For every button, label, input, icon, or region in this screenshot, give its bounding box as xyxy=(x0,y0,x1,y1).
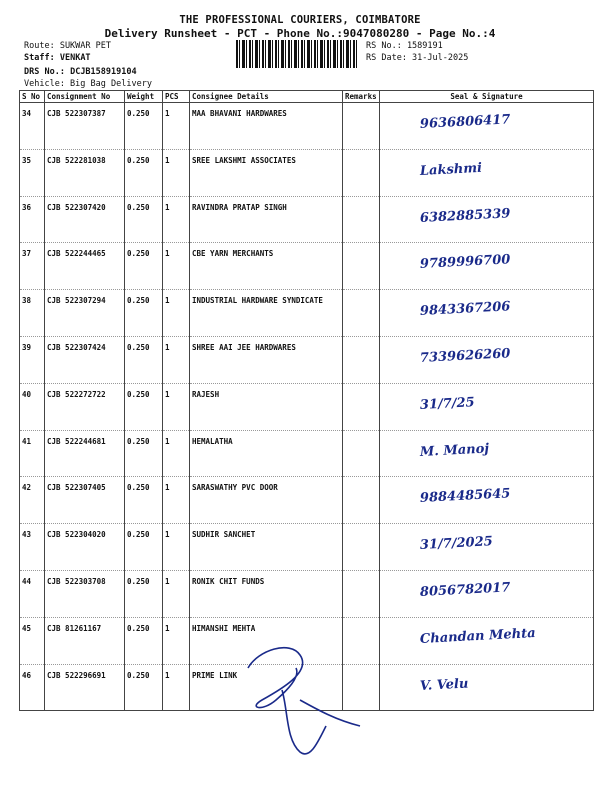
route-info: Route: SUKWAR PET xyxy=(24,41,111,51)
rs-number: RS No.: 1589191 xyxy=(366,41,443,51)
signature-scribble xyxy=(248,648,360,754)
consignee-cell: RAJESH xyxy=(190,383,343,430)
pcs-cell: 1 xyxy=(163,290,190,337)
consignee-cell: MAA BHAVANI HARDWARES xyxy=(190,103,343,150)
runsheet-title: Delivery Runsheet - PCT - Phone No.:9047080280 - Page No.:4 xyxy=(104,27,496,40)
pcs-cell: 1 xyxy=(163,243,190,290)
consignment-cell: CJB 522307387 xyxy=(45,103,125,150)
col-remarks-header: Remarks xyxy=(343,91,380,103)
drs-value: DCJB158919104 xyxy=(70,67,137,77)
pcs-cell: 1 xyxy=(163,196,190,243)
sno-cell: 38 xyxy=(20,290,45,337)
consignment-cell: CJB 522307420 xyxy=(45,196,125,243)
weight-cell: 0.250 xyxy=(125,570,163,617)
consignment-cell: CJB 522281038 xyxy=(45,149,125,196)
consignment-cell: CJB 522272722 xyxy=(45,383,125,430)
weight-cell: 0.250 xyxy=(125,664,163,711)
handwritten-signature: 7339626260 xyxy=(419,346,511,366)
pcs-cell: 1 xyxy=(163,617,190,664)
pcs-cell: 1 xyxy=(163,430,190,477)
handwritten-signature: 8056782017 xyxy=(419,580,511,600)
handwritten-signature: Chandan Mehta xyxy=(419,625,536,647)
consignment-cell: CJB 522304020 xyxy=(45,524,125,571)
col-pcs-header: PCS xyxy=(163,91,190,103)
pcs-cell: 1 xyxy=(163,477,190,524)
staff-label: Staff: xyxy=(24,53,55,63)
rs-date: RS Date: 31-Jul-2025 xyxy=(366,53,469,63)
consignment-cell: CJB 522303708 xyxy=(45,570,125,617)
sno-cell: 39 xyxy=(20,336,45,383)
handwritten-signature: V. Velu xyxy=(419,676,469,694)
sno-cell: 45 xyxy=(20,617,45,664)
consignee-cell: SUDHIR SANCHET xyxy=(190,524,343,571)
handwritten-signature: 31/7/2025 xyxy=(419,534,494,554)
consignment-cell: CJB 522307424 xyxy=(45,336,125,383)
consignee-cell: SHREE AAI JEE HARDWARES xyxy=(190,336,343,383)
handwritten-signature: 9843367206 xyxy=(419,299,511,320)
sno-cell: 36 xyxy=(20,196,45,243)
consignee-cell: HIMANSHI MEHTA xyxy=(190,617,343,664)
handwritten-signature: 9789996700 xyxy=(419,252,511,273)
consignee-cell: RAVINDRA PRATAP SINGH xyxy=(190,196,343,243)
consignment-cell: CJB 522296691 xyxy=(45,664,125,711)
sno-cell: 43 xyxy=(20,524,45,571)
sno-cell: 44 xyxy=(20,570,45,617)
consignee-cell: SARASWATHY PVC DOOR xyxy=(190,477,343,524)
pcs-cell: 1 xyxy=(163,336,190,383)
sno-cell: 41 xyxy=(20,430,45,477)
weight-cell: 0.250 xyxy=(125,243,163,290)
consignee-cell: INDUSTRIAL HARDWARE SYNDICATE xyxy=(190,290,343,337)
vehicle-info: Vehicle: Big Bag Delivery xyxy=(24,79,152,89)
handwritten-signature: 9884485645 xyxy=(419,486,511,507)
weight-cell: 0.250 xyxy=(125,524,163,571)
consignment-cell: CJB 522307294 xyxy=(45,290,125,337)
col-weight-header: Weight xyxy=(125,91,163,103)
handwritten-signature: 31/7/25 xyxy=(419,394,476,413)
weight-cell: 0.250 xyxy=(125,103,163,150)
sno-cell: 46 xyxy=(20,664,45,711)
handwritten-signature: M. Manoj xyxy=(419,440,490,460)
consignee-cell: PRIME LINK xyxy=(190,664,343,711)
pcs-cell: 1 xyxy=(163,664,190,711)
weight-cell: 0.250 xyxy=(125,477,163,524)
sno-cell: 40 xyxy=(20,383,45,430)
sno-cell: 37 xyxy=(20,243,45,290)
pcs-cell: 1 xyxy=(163,149,190,196)
pcs-cell: 1 xyxy=(163,103,190,150)
weight-cell: 0.250 xyxy=(125,336,163,383)
consignee-cell: SREE LAKSHMI ASSOCIATES xyxy=(190,149,343,196)
pcs-cell: 1 xyxy=(163,383,190,430)
col-sno-header: S No xyxy=(20,91,45,103)
sno-cell: 34 xyxy=(20,103,45,150)
consignment-cell: CJB 522244465 xyxy=(45,243,125,290)
drs-label: DRS No.: xyxy=(24,67,65,77)
pcs-cell: 1 xyxy=(163,524,190,571)
staff-value: VENKAT xyxy=(59,53,91,63)
consignment-cell: CJB 81261167 xyxy=(45,617,125,664)
sno-cell: 35 xyxy=(20,149,45,196)
company-name: THE PROFESSIONAL COURIERS, COIMBATORE xyxy=(179,14,421,26)
handwritten-signature: Lakshmi xyxy=(419,160,483,179)
sno-cell: 42 xyxy=(20,477,45,524)
consignee-cell: RONIK CHIT FUNDS xyxy=(190,570,343,617)
weight-cell: 0.250 xyxy=(125,430,163,477)
consignee-cell: CBE YARN MERCHANTS xyxy=(190,243,343,290)
handwritten-signature: 6382885339 xyxy=(419,205,511,226)
weight-cell: 0.250 xyxy=(125,149,163,196)
weight-cell: 0.250 xyxy=(125,196,163,243)
pcs-cell: 1 xyxy=(163,570,190,617)
handwritten-signature: 9636806417 xyxy=(419,112,511,132)
consignment-cell: CJB 522307405 xyxy=(45,477,125,524)
weight-cell: 0.250 xyxy=(125,290,163,337)
weight-cell: 0.250 xyxy=(125,383,163,430)
consignee-cell: HEMALATHA xyxy=(190,430,343,477)
consignment-cell: CJB 522244681 xyxy=(45,430,125,477)
col-consignee-header: Consignee Details xyxy=(190,91,343,103)
weight-cell: 0.250 xyxy=(125,617,163,664)
col-consignment-header: Consignment No xyxy=(45,91,125,103)
col-signature-header: Seal & Signature xyxy=(380,91,594,103)
